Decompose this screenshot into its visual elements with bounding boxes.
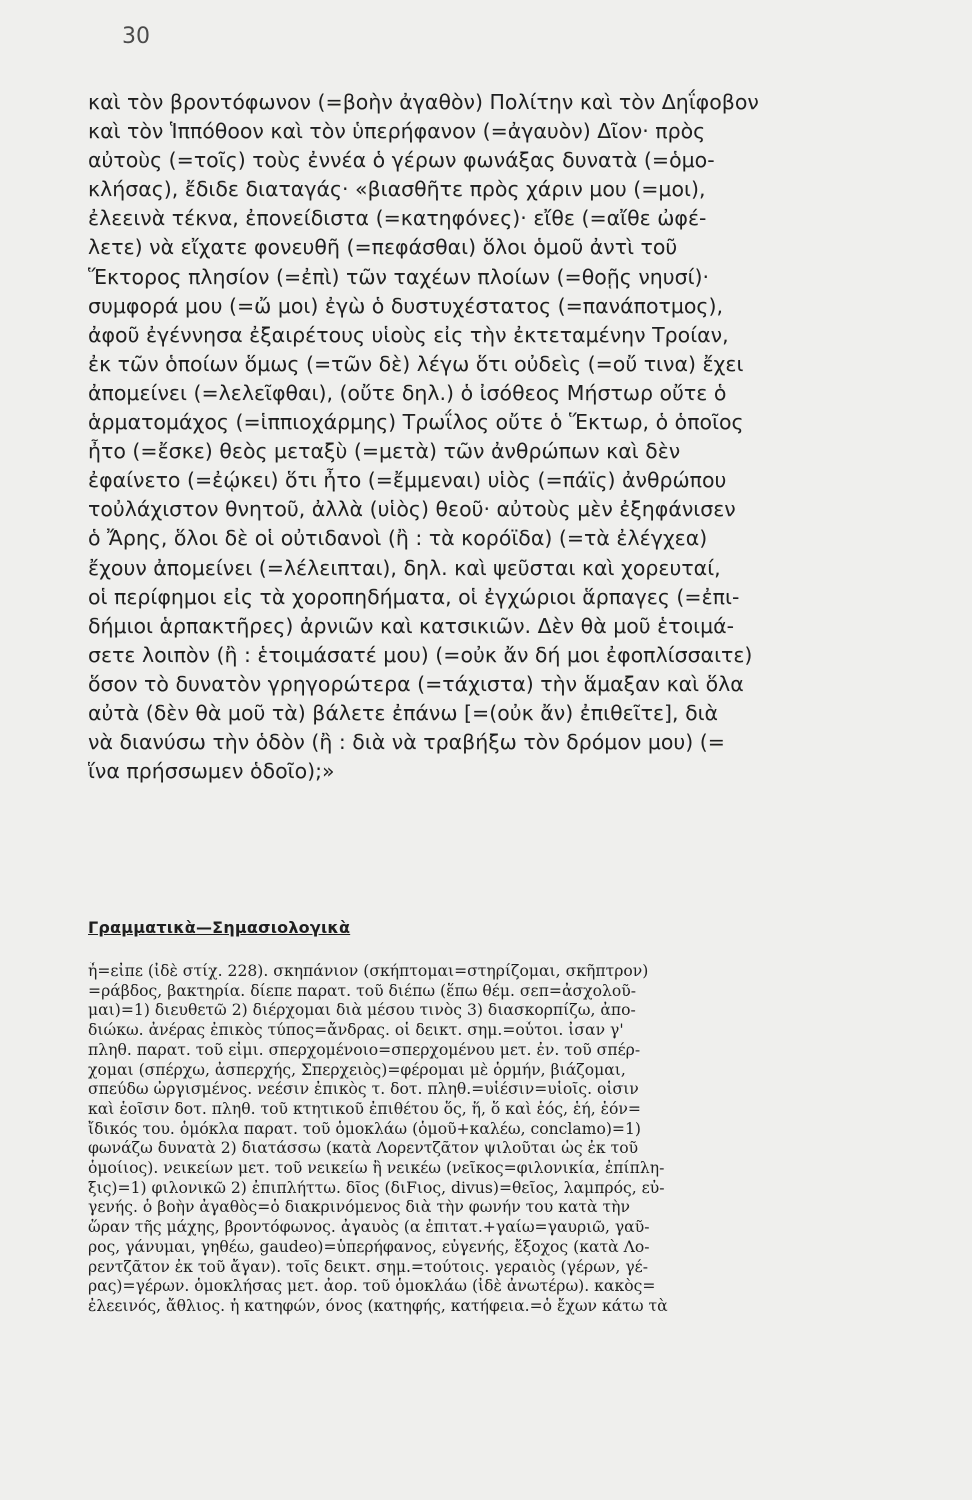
text-line: ἐλεεινὰ τέκνα, ἐπονείδιστα (=κατηφόνες)· εἴθε (=αἴθε ὠφέ-: [88, 206, 707, 231]
text-line: ὅσον τὸ δυνατὸν γρηγορώτερα (=τάχιστα) τὴν ἅμαξαν καὶ ὅλα: [88, 671, 744, 696]
text-line: οἱ περίφημοι εἰς τὰ χοροπηδήματα, οἱ ἐγχώριοι ἅρπαγες (=ἐπι-: [88, 584, 740, 609]
note-line: πληθ. παρατ. τοῦ εἶμι. σπερχομένοιο=σπερχομένου μετ. ἐν. τοῦ σπέρ-: [88, 1040, 641, 1059]
text-line: καὶ τὸν Ἱππόθοον καὶ τὸν ὑπερήφανον (=ἀγαυὸν) Δῖον· πρὸς: [88, 119, 706, 144]
text-line: καὶ τὸν βροντόφωνον (=βοὴν ἀγαθὸν) Πολίτην καὶ τὸν Δηΐφοβον: [88, 90, 759, 114]
note-line: φωνάζω δυνατὰ 2) διατάσσω (κατὰ Λορεντζᾶτον ψιλοῦται ὡς ἐκ τοῦ: [88, 1139, 639, 1158]
note-line: χομαι (σπέρχω, ἀσπερχής, Σπερχειὸς)=φέρομαι μὲ ὁρμήν, βιάζομαι,: [88, 1060, 626, 1079]
note-line: διώκω. ἀνέρας ἐπικὸς τύπος=ἄνδρας. οἱ δεικτ. σημ.=οὗτοι. ἶσαν γ': [88, 1021, 624, 1040]
text-line: τοὐλάχιστον θνητοῦ, ἀλλὰ (υἱὸς) θεοῦ· αὐτοὺς μὲν ἐξηφάνισεν: [88, 497, 736, 522]
note-line: =ράβδος, βακτηρία. δίεπε παρατ. τοῦ διέπω (ἕπω θέμ. σεπ=ἀσχολοῦ-: [88, 981, 636, 1000]
note-line: ἐλεεινός, ἄθλιος. ἡ κατηφών, όνος (κατηφής, κατήφεια.=ὁ ἔχων κάτω τὰ: [88, 1296, 668, 1315]
section-heading: Γραμματικὰ—Σημασιολογικὰ: [88, 918, 351, 937]
text-line: αὐτοὺς (=τοῖς) τοὺς ἐννέα ὁ γέρων φωνάξας δυνατὰ (=ὁμο-: [88, 148, 715, 173]
note-line: ξις)=1) φιλονικῶ 2) ἐπιπλήττω. δῖος (διFιος, divus)=θεῖος, λαμπρός, εὐ-: [88, 1178, 665, 1197]
text-line: ἀφοῦ ἐγέννησα ἐξαιρέτους υἱοὺς εἰς τὴν ἐκτεταμένην Τροίαν,: [88, 322, 729, 347]
text-line: ὁ Ἄρης, ὅλοι δὲ οἱ οὐτιδανοὶ (ἢ : τὰ κορόϊδα) (=τὰ ἐλέγχεα): [88, 526, 708, 551]
text-line: κλήσας), ἔδιδε διαταγάς· «βιασθῆτε πρὸς χάριν μου (=μοι),: [88, 177, 706, 202]
grammar-notes: [88, 962, 930, 1317]
text-line: δήμιοι ἁρπακτῆρες) ἀρνιῶν καὶ κατσικιῶν. Δὲν θὰ μοῦ ἑτοιμά-: [88, 613, 735, 638]
text-line: ἀπομείνει (=λελεῖφθαι), (οὔτε δηλ.) ὁ ἰσόθεος Μήστωρ οὔτε ὁ: [88, 380, 727, 405]
text-line: ἦτο (=ἔσκε) θεὸς μεταξὺ (=μετὰ) τῶν ἀνθρώπων καὶ δὲν: [88, 439, 681, 464]
text-line: ἵνα πρήσσωμεν ὁδοῖο);»: [88, 759, 335, 784]
note-line: καὶ ἑοῖσιν δοτ. πληθ. τοῦ κτητικοῦ ἐπιθέτου ὅς, ἥ, ὅ καὶ ἑός, ἑή, ἑόν=: [88, 1099, 641, 1118]
note-line: ὁμοίιος). νεικείων μετ. τοῦ νεικείω ἢ νεικέω (νεῖκος=φιλονικία, ἐπίπλη-: [88, 1159, 665, 1178]
note-line: ὥραν τῆς μάχης, βροντόφωνος. ἀγαυὸς (α ἐπιτατ.+γαίω=γαυριῶ, γαῦ-: [88, 1218, 650, 1237]
text-line: συμφορά μου (=ὤ μοι) ἐγὼ ὁ δυστυχέστατος (=πανάποτμος),: [88, 293, 723, 318]
text-line: ἐφαίνετο (=ἐῴκει) ὅτι ἦτο (=ἔμμεναι) υἱὸς (=πάϊς) ἀνθρώπου: [88, 468, 727, 493]
note-line: μαι)=1) διευθετῶ 2) διέρχομαι διὰ μέσου τινὸς 3) διασκορπίζω, ἀπο-: [88, 1001, 636, 1020]
text-line: λετε) νὰ εἴχατε φονευθῆ (=πεφάσθαι) ὅλοι ὁμοῦ ἀντὶ τοῦ: [88, 235, 678, 260]
note-line: ρος, γάνυμαι, γηθέω, gaudeo)=ὑπερήφανος, εὐγενής, ἔξοχος (κατὰ Λο-: [88, 1237, 650, 1256]
note-line: ἴδικός του. ὁμόκλα παρατ. τοῦ ὁμοκλάω (ὁμοῦ+καλέω, conclamo)=1): [88, 1119, 642, 1138]
text-line: ἁρματομάχος (=ἱππιοχάρμης) Τρωΐλος οὔτε ὁ Ἕκτωρ, ὁ ὁποῖος: [88, 410, 744, 435]
text-line: νὰ διανύσω τὴν ὁδὸν (ἢ : διὰ νὰ τραβήξω τὸν δρόμον μου) (=: [88, 730, 725, 755]
text-line: αὐτὰ (δὲν θὰ μοῦ τὰ) βάλετε ἐπάνω [=(οὐκ ἄν) ἐπιθεῖτε], διὰ: [88, 700, 719, 725]
text-line: ἔχουν ἀπομείνει (=λέλειπται), δηλ. καὶ ψεῦσται καὶ χορευταί,: [88, 555, 721, 580]
main-text: [88, 88, 930, 786]
text-line: ἐκ τῶν ὁποίων ὅμως (=τῶν δὲ) λέγω ὅτι οὐδεὶς (=οὔ τινα) ἔχει: [88, 351, 744, 376]
note-line: σπεύδω ὠργισμένος. νεέσιν ἐπικὸς τ. δοτ. πληθ.=υἱέσιν=υἱοῖς. οἷσιν: [88, 1080, 639, 1099]
note-line: ρεντζᾶτον ἐκ τοῦ ἄγαν). τοῖς δεικτ. σημ.=τούτοις. γεραιὸς (γέρων, γέ-: [88, 1257, 648, 1276]
page-number: 30: [122, 24, 150, 49]
text-line: σετε λοιπὸν (ἢ : ἑτοιμάσατέ μου) (=οὐκ ἄν δή μοι ἐφοπλίσσαιτε): [88, 642, 753, 667]
text-line: Ἕκτορος πλησίον (=ἐπὶ) τῶν ταχέων πλοίων (=θοῇς νηυσί)·: [88, 264, 710, 289]
note-line: ρας)=γέρων. ὁμοκλήσας μετ. ἀορ. τοῦ ὁμοκλάω (ἰδὲ ἀνωτέρω). κακὸς=: [88, 1277, 656, 1296]
note-line: ἦ=εἶπε (ἰδὲ στίχ. 228). σκηπάνιον (σκήπτομαι=στηρίζομαι, σκῆπτρον): [88, 962, 649, 980]
note-line: γενής. ὁ βοὴν ἀγαθὸς=ὁ διακρινόμενος διὰ τὴν φωνήν του κατὰ τὴν: [88, 1198, 630, 1217]
